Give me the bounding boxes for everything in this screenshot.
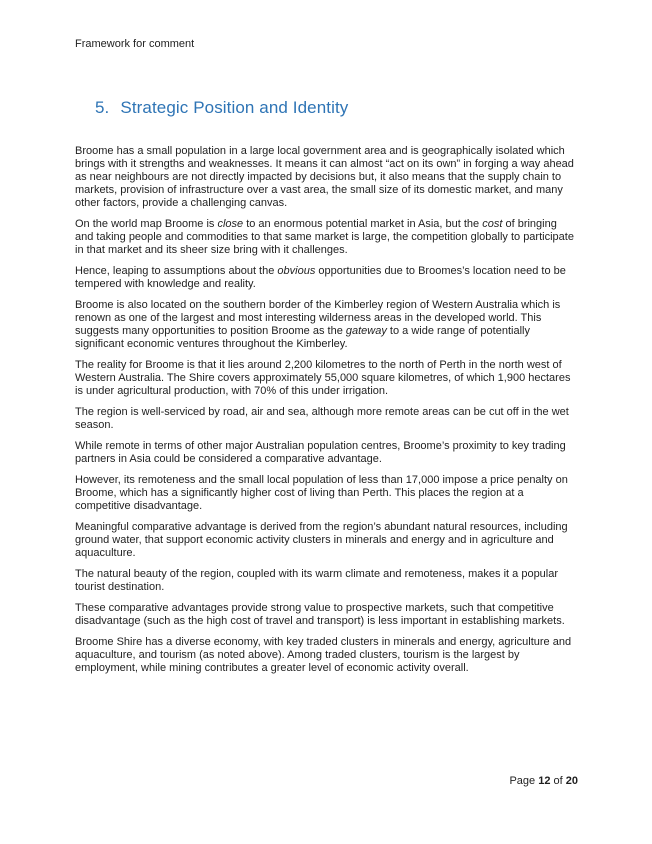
paragraph [75,265,578,291]
text-run: cost [482,218,503,230]
paragraph [75,440,578,466]
text-run: 12 [538,775,551,787]
text-run: Page [509,775,539,787]
text-run: Broome Shire has a diverse economy, with key traded clusters in minerals and energy, agriculture and aquaculture, and tourism (as noted above). Among traded clusters, tourism is the largest by employment, while mining contributes a greater level of economic activity overall. [75,636,572,674]
text-run: Broome has a small population in a large local government area and is geographically isolated which brings with it strengths and weaknesses. It means it can almost “act on its own” in forging a way ahead as near neighbours are not directly impacted by decisions but, it also means that the supply chain to markets, provision of infrastructure over a vast area, the small size of its domestic market, and many other factors, provide a challenging canvas. [75,145,574,209]
section-heading [95,98,348,118]
paragraph [75,299,578,351]
text-run: to an enormous potential market in Asia, but the [243,218,483,230]
text-run: The reality for Broome is that it lies around 2,200 kilometres to the north of Perth in the north west of Western Australia. The Shire covers approximately 55,000 square kilometres, of which 1,900 hectares is under agricultural production, with 70% of this under irrigation. [75,359,571,397]
text-run: 20 [565,775,578,787]
text-run: gateway [345,325,387,337]
section-number: 5. [95,98,110,117]
text-run: opportunities due to Broomes’s location need to be tempered with knowledge and reality. [75,265,566,290]
text-run: While remote in terms of other major Australian population centres, Broome’s proximity to key trading partners in Asia could be considered a comparative advantage. [75,440,566,465]
paragraph [75,406,578,432]
text-run: Meaningful comparative advantage is derived from the region’s abundant natural resources, including ground water, that support economic activity clusters in minerals and energy and in agriculture and aquaculture. [75,521,568,559]
paragraph [75,602,578,628]
text-run: The natural beauty of the region, coupled with its warm climate and remoteness, makes it a popular tourist destination. [75,568,559,593]
text-run: to a wide range of potentially significant economic ventures throughout the Kimberley. [75,325,530,350]
page-footer [509,775,578,788]
text-run: close [217,218,244,230]
text-run: Broome is also located on the southern border of the Kimberley region of Western Australia which is renown as one of the largest and most interesting wilderness areas in the developed world. This suggests many opportunities to position Broome as the [75,299,561,337]
document-body [75,145,578,683]
text-run: of bringing and taking people and commodities to that same market is large, the competition globally to participate in that market and its sheer size bring with it challenges. [75,218,574,256]
text-run: On the world map Broome is [75,218,218,230]
page-header: Framework for comment [75,38,195,50]
paragraph [75,218,578,257]
paragraph [75,636,578,675]
text-run: of [550,775,566,787]
text-run: Hence, leaping to assumptions about the [75,265,278,277]
paragraph [75,145,578,210]
text-run: These comparative advantages provide strong value to prospective markets, such that competitive disadvantage (such as the high cost of travel and transport) is less important in establishing markets. [75,602,565,627]
paragraph [75,521,578,560]
text-run: The region is well-serviced by road, air and sea, although more remote areas can be cut off in the wet season. [75,406,569,431]
section-title: Strategic Position and Identity [120,98,349,117]
text-run: obvious [277,265,316,277]
paragraph [75,568,578,594]
paragraph [75,474,578,513]
paragraph [75,359,578,398]
text-run: However, its remoteness and the small local population of less than 17,000 impose a price penalty on Broome, which has a significantly higher cost of living than Perth. This places the region at a competitive disadvantage. [75,474,568,512]
